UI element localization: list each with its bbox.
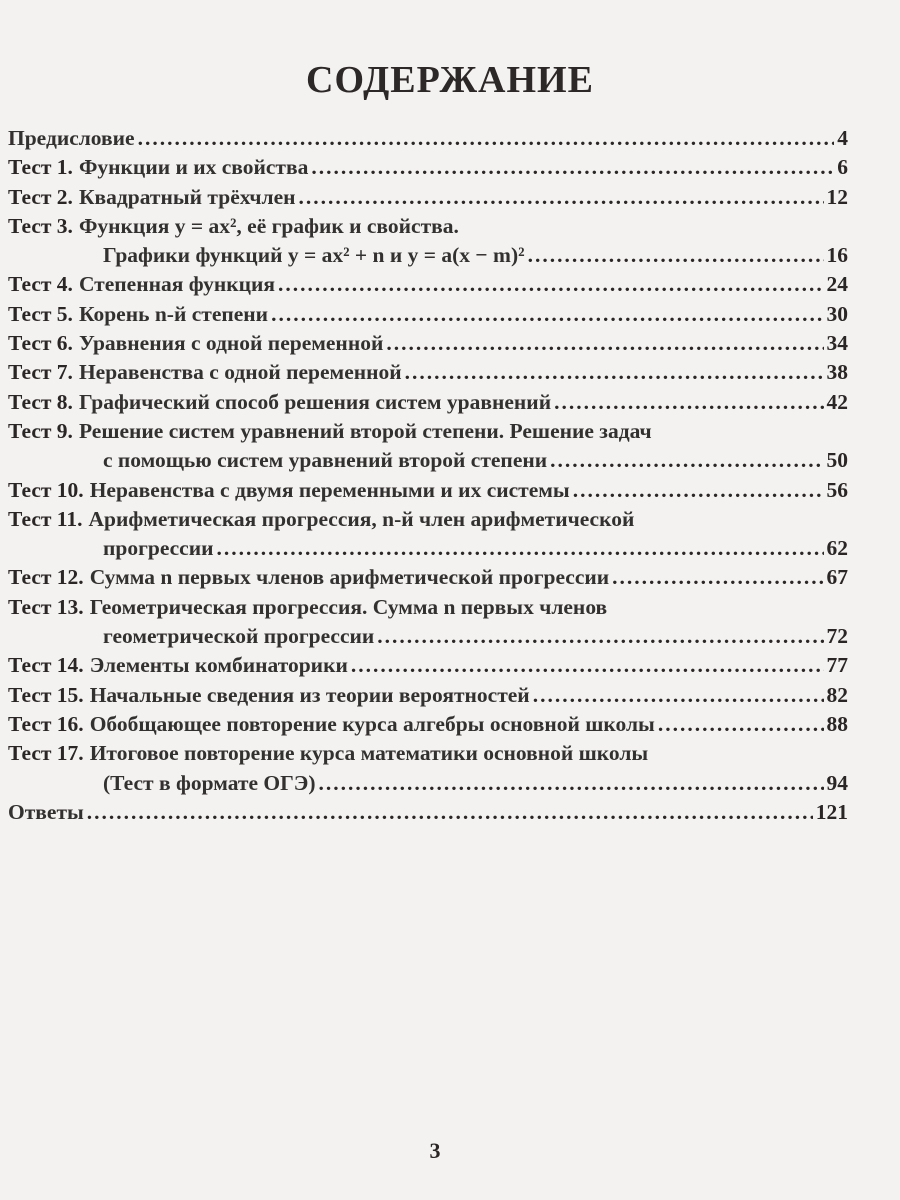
toc-line bbox=[8, 390, 848, 419]
dot-leader bbox=[278, 272, 823, 297]
dot-leader bbox=[573, 478, 824, 503]
toc-entry-title: Решение систем уравнений второй степени. Решение задач bbox=[78, 418, 652, 443]
toc-line bbox=[8, 302, 848, 331]
toc-page-number: 82 bbox=[826, 682, 848, 707]
dot-leader bbox=[299, 185, 824, 210]
toc-entry-title: Уравнения с одной переменной bbox=[78, 331, 384, 356]
toc-line bbox=[8, 741, 848, 770]
toc-entry[interactable] bbox=[8, 800, 848, 829]
dot-leader bbox=[612, 565, 823, 590]
toc-page-number: 16 bbox=[826, 243, 848, 268]
toc-line bbox=[8, 214, 848, 243]
dot-leader bbox=[550, 448, 823, 473]
toc-page-number: 56 bbox=[826, 477, 848, 502]
toc-line bbox=[8, 507, 848, 536]
toc-entry-title: Ответы bbox=[8, 799, 84, 824]
toc-line bbox=[8, 683, 848, 712]
toc-entry-label: Тест 12. bbox=[8, 565, 84, 590]
toc-entry-title: Графики функций y = ax² + n и y = a(x − m)² bbox=[103, 243, 525, 268]
dot-leader bbox=[311, 155, 834, 180]
toc-entry[interactable] bbox=[8, 185, 848, 214]
toc-line bbox=[8, 419, 848, 448]
table-of-contents bbox=[8, 126, 848, 829]
toc-line bbox=[8, 536, 848, 565]
toc-entry[interactable] bbox=[8, 419, 848, 478]
toc-entry-title: Предисловие bbox=[8, 126, 135, 150]
toc-entry-title: Графический способ решения систем уравнений bbox=[78, 389, 552, 414]
toc-page-number: 67 bbox=[826, 565, 848, 590]
toc-line bbox=[8, 185, 848, 214]
toc-entry-label: Тест 17. bbox=[8, 741, 84, 766]
toc-line bbox=[8, 272, 848, 301]
toc-line bbox=[8, 360, 848, 389]
toc-entry-title: Сумма n первых членов арифметической прогрессии bbox=[89, 565, 610, 590]
toc-line bbox=[8, 478, 848, 507]
toc-line bbox=[8, 126, 848, 155]
toc-line bbox=[8, 448, 848, 477]
toc-entry-label: Тест 16. bbox=[8, 711, 84, 736]
toc-entry-label: Тест 1. bbox=[8, 155, 73, 180]
toc-entry-title: Неравенства с одной переменной bbox=[78, 360, 402, 385]
toc-entry-title: (Тест в формате ОГЭ) bbox=[103, 770, 316, 795]
toc-page-number: 77 bbox=[826, 653, 848, 678]
dot-leader bbox=[386, 331, 823, 356]
dot-leader bbox=[319, 771, 824, 796]
toc-page-number: 34 bbox=[826, 331, 848, 356]
toc-entry-title: Арифметическая прогрессия, n-й член арифметической bbox=[88, 506, 635, 531]
toc-page-number: 62 bbox=[826, 536, 848, 561]
toc-entry-label: Тест 2. bbox=[8, 184, 73, 209]
toc-entry[interactable] bbox=[8, 683, 848, 712]
toc-entry-title: Геометрическая прогрессия. Сумма n первых членов bbox=[89, 594, 608, 619]
toc-page-number: 38 bbox=[826, 360, 848, 385]
toc-line bbox=[8, 331, 848, 360]
dot-leader bbox=[351, 653, 824, 678]
toc-entry-title: геометрической прогрессии bbox=[103, 624, 375, 649]
toc-entry-label: Тест 15. bbox=[8, 682, 84, 707]
dot-leader bbox=[377, 624, 823, 649]
dot-leader bbox=[405, 360, 824, 385]
toc-entry[interactable] bbox=[8, 126, 848, 155]
toc-entry[interactable] bbox=[8, 390, 848, 419]
toc-line bbox=[8, 653, 848, 682]
toc-entry-label: Тест 6. bbox=[8, 331, 73, 356]
toc-entry[interactable] bbox=[8, 565, 848, 594]
toc-entry-label: Тест 4. bbox=[8, 272, 73, 297]
toc-entry-label: Тест 9. bbox=[8, 418, 73, 443]
dot-leader bbox=[138, 126, 835, 151]
toc-page-number: 88 bbox=[826, 711, 848, 736]
toc-line bbox=[8, 565, 848, 594]
toc-line bbox=[8, 243, 848, 272]
toc-entry[interactable] bbox=[8, 272, 848, 301]
toc-entry[interactable] bbox=[8, 653, 848, 682]
toc-entry-title: Функция y = ax², её график и свойства. bbox=[78, 213, 459, 238]
toc-entry-title: Элементы комбинаторики bbox=[89, 653, 348, 678]
toc-page-number: 50 bbox=[826, 448, 848, 473]
dot-leader bbox=[528, 243, 824, 268]
toc-page-number: 30 bbox=[826, 301, 848, 326]
toc-page-number: 94 bbox=[826, 770, 848, 795]
dot-leader bbox=[658, 712, 824, 737]
toc-entry[interactable] bbox=[8, 331, 848, 360]
toc-entry-label: Тест 14. bbox=[8, 653, 84, 678]
toc-page-number: 4 bbox=[837, 126, 848, 150]
toc-entry-label: Тест 10. bbox=[8, 477, 84, 502]
toc-entry-label: Тест 7. bbox=[8, 360, 73, 385]
dot-leader bbox=[271, 302, 823, 327]
toc-entry-title: Обобщающее повторение курса алгебры основной школы bbox=[89, 711, 655, 736]
toc-line bbox=[8, 595, 848, 624]
toc-page-number: 24 bbox=[826, 272, 848, 297]
toc-entry-title: Начальные сведения из теории вероятностей bbox=[89, 682, 530, 707]
toc-entry-title: прогрессии bbox=[103, 536, 214, 561]
toc-entry-label: Тест 5. bbox=[8, 301, 73, 326]
toc-entry[interactable] bbox=[8, 478, 848, 507]
toc-page-number: 6 bbox=[837, 155, 848, 180]
toc-entry[interactable] bbox=[8, 360, 848, 389]
toc-page-number: 42 bbox=[826, 389, 848, 414]
toc-line bbox=[8, 800, 848, 829]
toc-line bbox=[8, 155, 848, 184]
dot-leader bbox=[216, 536, 823, 561]
toc-line bbox=[8, 624, 848, 653]
toc-entry[interactable] bbox=[8, 712, 848, 741]
toc-page-number: 121 bbox=[815, 799, 848, 824]
toc-entry[interactable] bbox=[8, 214, 848, 273]
toc-entry-title: с помощью систем уравнений второй степени bbox=[103, 448, 548, 473]
toc-entry[interactable] bbox=[8, 155, 848, 184]
toc-entry-title: Итоговое повторение курса математики основной школы bbox=[89, 741, 649, 766]
dot-leader bbox=[87, 800, 813, 825]
toc-entry-label: Тест 13. bbox=[8, 594, 84, 619]
toc-page-number: 72 bbox=[826, 624, 848, 649]
toc-entry-label: Тест 11. bbox=[8, 506, 83, 531]
page-number: 3 bbox=[429, 1138, 441, 1163]
toc-entry-label: Тест 3. bbox=[8, 213, 73, 238]
toc-entry-title: Функции и их свойства bbox=[78, 155, 309, 180]
toc-line bbox=[8, 712, 848, 741]
page-title: СОДЕРЖАНИЕ bbox=[306, 59, 594, 101]
toc-entry-label: Тест 8. bbox=[8, 389, 73, 414]
toc-entry-title: Корень n-й степени bbox=[78, 301, 269, 326]
dot-leader bbox=[554, 390, 823, 415]
toc-entry[interactable] bbox=[8, 595, 848, 654]
toc-entry-title: Неравенства с двумя переменными и их системы bbox=[89, 477, 570, 502]
toc-entry-title: Степенная функция bbox=[78, 272, 276, 297]
toc-entry-title: Квадратный трёхчлен bbox=[78, 184, 296, 209]
toc-page-number: 12 bbox=[826, 184, 848, 209]
toc-entry[interactable] bbox=[8, 741, 848, 800]
toc-entry[interactable] bbox=[8, 507, 848, 566]
dot-leader bbox=[533, 683, 824, 708]
toc-line bbox=[8, 771, 848, 800]
toc-entry[interactable] bbox=[8, 302, 848, 331]
